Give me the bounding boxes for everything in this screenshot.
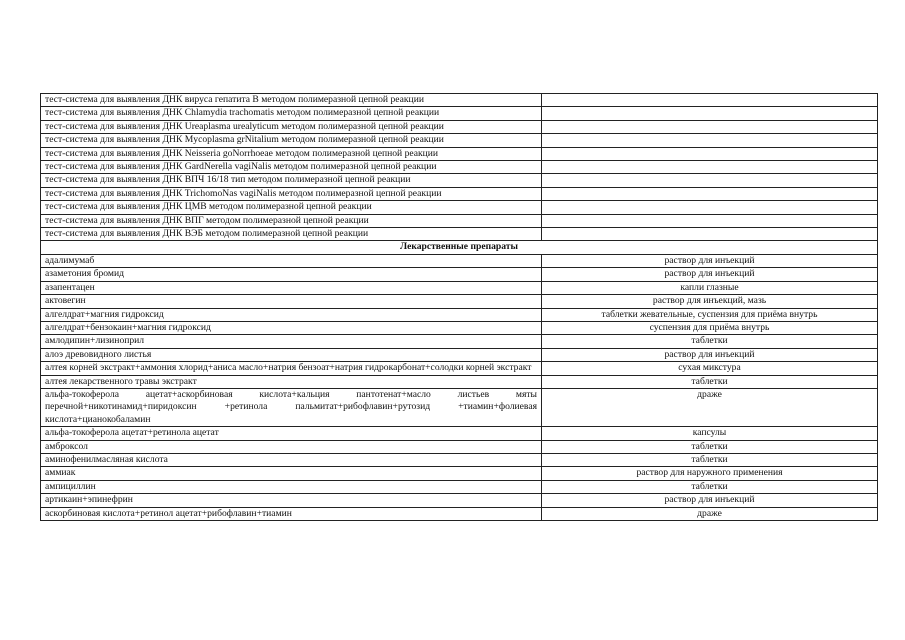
test-system-name: тест-система для выявления ДНК Chlamydia trachomatis методом полимеразной цепной реакции (41, 107, 542, 120)
drug-name: актовегин (41, 295, 542, 308)
test-system-name: тест-система для выявления ДНК ВПГ методом полимеразной цепной реакции (41, 214, 542, 227)
drug-row (41, 281, 878, 294)
test-system-row (41, 174, 878, 187)
drug-row (41, 494, 878, 507)
drug-form: драже (542, 388, 878, 426)
drug-name: азаметония бромид (41, 268, 542, 281)
test-system-form-empty (542, 161, 878, 174)
drug-row (41, 427, 878, 440)
test-system-row (41, 214, 878, 227)
drug-row (41, 507, 878, 520)
drug-name: адалимумаб (41, 254, 542, 267)
drug-form: драже (542, 507, 878, 520)
drug-form: таблетки (542, 335, 878, 348)
test-system-name: тест-система для выявления ДНК Ureaplasma urealyticum методом полимеразной цепной реакции (41, 120, 542, 133)
drug-name: алоэ древовидного листья (41, 348, 542, 361)
drug-form: таблетки жевательные, суспензия для приёма внутрь (542, 308, 878, 321)
drug-name: ампициллин (41, 480, 542, 493)
drug-row (41, 268, 878, 281)
drug-row (41, 348, 878, 361)
drug-form: суспензия для приёма внутрь (542, 321, 878, 334)
test-system-form-empty (542, 187, 878, 200)
test-system-name: тест-система для выявления ДНК ВЭБ методом полимеразной цепной реакции (41, 228, 542, 241)
drug-row (41, 375, 878, 388)
test-system-name: тест-система для выявления ДНК GardNerella vagiNalis методом полимеразной цепной реакции (41, 161, 542, 174)
test-system-row (41, 120, 878, 133)
test-system-form-empty (542, 201, 878, 214)
section-title: Лекарственные препараты (41, 241, 878, 254)
drug-row (41, 362, 878, 375)
test-system-form-empty (542, 120, 878, 133)
drug-row (41, 480, 878, 493)
test-system-name: тест-система для выявления ДНК ВПЧ 16/18 тип методом полимеразной цепной реакции (41, 174, 542, 187)
test-system-name: тест-система для выявления ДНК TrichomoNas vagiNalis методом полимеразной цепной реакции (41, 187, 542, 200)
test-system-form-empty (542, 107, 878, 120)
drug-row (41, 321, 878, 334)
drug-form: раствор для наружного применения (542, 467, 878, 480)
test-system-form-empty (542, 94, 878, 107)
drug-form: раствор для инъекций (542, 348, 878, 361)
test-system-form-empty (542, 134, 878, 147)
drug-name: аминофенилмасляная кислота (41, 453, 542, 466)
drug-name: аскорбиновая кислота+ретинол ацетат+рибофлавин+тиамин (41, 507, 542, 520)
test-system-name: тест-система для выявления ДНК ЦМВ методом полимеразной цепной реакции (41, 201, 542, 214)
test-system-row (41, 94, 878, 107)
drug-form: раствор для инъекций (542, 268, 878, 281)
drug-name: алтея корней экстракт+аммония хлорид+аниса масло+натрия бензоат+натрия гидрокарбонат+солодки корней экстракт (41, 362, 542, 375)
drug-form: раствор для инъекций (542, 494, 878, 507)
test-system-row (41, 228, 878, 241)
test-system-name: тест-система для выявления ДНК Mycoplasma grNitalium методом полимеразной цепной реакции (41, 134, 542, 147)
test-system-row (41, 134, 878, 147)
drug-form: сухая микстура (542, 362, 878, 375)
drug-name: артикаин+эпинефрин (41, 494, 542, 507)
drug-name: амлодипин+лизиноприл (41, 335, 542, 348)
test-system-form-empty (542, 214, 878, 227)
drug-form: капсулы (542, 427, 878, 440)
drug-row (41, 295, 878, 308)
drug-row (41, 388, 878, 426)
medical-list-table (40, 93, 878, 521)
drug-row (41, 440, 878, 453)
test-system-row (41, 201, 878, 214)
drug-name: азапентацен (41, 281, 542, 294)
test-system-row (41, 147, 878, 160)
drug-name: альфа-токоферола ацетат+ретинола ацетат (41, 427, 542, 440)
drug-form: раствор для инъекций (542, 254, 878, 267)
drug-row (41, 254, 878, 267)
drug-form: капли глазные (542, 281, 878, 294)
test-system-row (41, 161, 878, 174)
drug-form: раствор для инъекций, мазь (542, 295, 878, 308)
drug-row (41, 467, 878, 480)
test-system-form-empty (542, 147, 878, 160)
drug-row (41, 335, 878, 348)
drug-form: таблетки (542, 375, 878, 388)
drug-name: алгелдрат+магния гидроксид (41, 308, 542, 321)
drug-form: таблетки (542, 480, 878, 493)
drug-name: алтея лекарственного травы экстракт (41, 375, 542, 388)
section-header-row (41, 241, 878, 254)
drug-name: альфа-токоферола ацетат+аскорбиновая кислота+кальция пантотенат+масло листьев мяты перечной+никотинамид+пиридоксин +ретинола пальмитат+рибофлавин+рутозид +тиамин+фолиевая кислота+цианокобаламин (41, 388, 542, 426)
test-system-form-empty (542, 228, 878, 241)
drug-form: таблетки (542, 440, 878, 453)
drug-row (41, 453, 878, 466)
drug-row (41, 308, 878, 321)
test-system-name: тест-система для выявления ДНК Neisseria goNorrhoeae методом полимеразной цепной реакции (41, 147, 542, 160)
test-system-row (41, 107, 878, 120)
table-body (41, 94, 878, 521)
test-system-name: тест-система для выявления ДНК вируса гепатита В методом полимеразной цепной реакции (41, 94, 542, 107)
drug-name: аммиак (41, 467, 542, 480)
drug-form: таблетки (542, 453, 878, 466)
drug-name: алгелдрат+бензокаин+магния гидроксид (41, 321, 542, 334)
drug-name: амброксол (41, 440, 542, 453)
test-system-form-empty (542, 174, 878, 187)
test-system-row (41, 187, 878, 200)
